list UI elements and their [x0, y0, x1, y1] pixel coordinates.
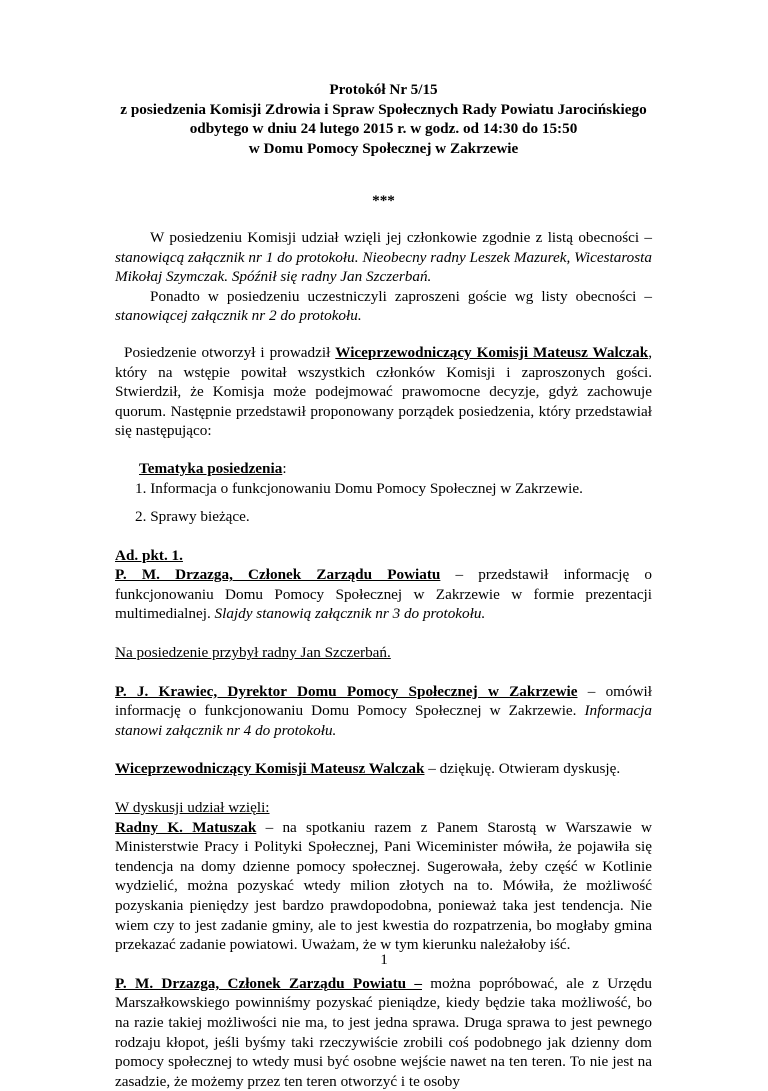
- krawiec-paragraph: [115, 682, 652, 741]
- discussion-label: W dyskusji udział wzięli:: [115, 799, 270, 817]
- krawiec-italic: Informacja stanowi załącznik nr 4 do protokołu.: [115, 702, 652, 739]
- krawiec-speaker: P. J. Krawiec, Dyrektor Domu Pomocy Społecznej w Zakrzewie: [115, 682, 578, 700]
- guests-text: Ponadto w posiedzeniu uczestniczyli zaproszeni goście wg listy obecności –: [150, 287, 652, 305]
- agenda-block: [115, 459, 652, 527]
- ad-point-1-paragraph: [115, 565, 652, 624]
- agenda-item-2: 2. Sprawy bieżące.: [135, 508, 250, 526]
- document-body: [115, 80, 652, 1091]
- drzazga-reply-paragraph: [115, 974, 652, 1091]
- agenda-heading: [135, 459, 652, 479]
- ad1-italic: Slajdy stanowią załącznik nr 3 do protokołu.: [214, 605, 486, 623]
- agenda-colon: :: [282, 459, 287, 477]
- walczak-text: – dziękuję. Otwieram dyskusję.: [424, 760, 621, 778]
- attendance-text: W posiedzeniu Komisji udział wzięli jej członkowie zgodnie z listą obecności –: [150, 228, 652, 246]
- protocol-header: [115, 80, 652, 158]
- protocol-location: w Domu Pomocy Społecznej w Zakrzewie: [248, 139, 519, 157]
- agenda-item-1: 1. Informacja o funkcjonowaniu Domu Pomocy Społecznej w Zakrzewie.: [135, 479, 583, 497]
- drzazga-reply-speaker: P. M. Drzazga, Członek Zarządu Powiatu –: [115, 974, 422, 992]
- ad1-text: – przedstawił informację o funkcjonowaniu Domu Pomocy Społecznej w Zakrzewie w formie prezentacji multimedialnej.: [115, 566, 652, 623]
- arrival-note: Na posiedzenie przybył radny Jan Szczerbań.: [115, 644, 391, 662]
- opening-pre: Posiedzenie otworzył i prowadził: [124, 343, 336, 361]
- matuszak-paragraph: [115, 818, 652, 955]
- guests-italic: stanowiącej załącznik nr 2 do protokołu.: [115, 307, 362, 325]
- ad1-speaker: P. M. Drzazga, Członek Zarządu Powiatu: [115, 566, 441, 584]
- opening-chair-name: Wiceprzewodniczący Komisji Mateusz Walczak: [335, 343, 649, 361]
- walczak-speaker: Wiceprzewodniczący Komisji Mateusz Walczak: [115, 760, 425, 778]
- opening-paragraph: [115, 343, 652, 441]
- attendance-italic: stanowiącą załącznik nr 1 do protokołu. Nieobecny radny Leszek Mazurek, Wicestarosta Mikołaj Szymczak. Spóźnił się radny Jan Szczerbań.: [115, 248, 652, 286]
- drzazga-reply-text: można popróbować, ale z Urzędu Marszałkowskiego powinniśmy pozyskać pieniądze, kiedy będzie taka możliwość, bo na razie takiej możliwości nie ma, to jest jedna sprawa. Druga sprawa to jest pewnego rodzaju kłopot, jeśli byśmy taki rzeczywiście zrobili coś podobnego jak dzienny dom pomocy społecznej to wtedy musi być osobne wejście nawet na ten teren. To nie jest na zasadzie, że możemy przez ten teren otworzyć i te osoby: [115, 974, 652, 1090]
- matuszak-speaker: Radny K. Matuszak: [115, 818, 257, 836]
- page-number: 1: [380, 951, 388, 968]
- krawiec-text: – omówił informację o funkcjonowaniu Domu Pomocy Społecznej w Zakrzewie.: [115, 682, 652, 720]
- matuszak-text: – na spotkaniu razem z Panem Starostą w Warszawie w Ministerstwie Pracy i Polityki Społecznej, Pani Wiceminister mówiła, że pojawiła się tendencja na domy dzienne pomocy społecznej. Sugerowała, żeby część w Kotlinie wydzielić, można pozyskać wtedy milion złotych na to. Mówiła, że możliwość pozyskania pieniędzy jest bardzo prawdopodobna, ponieważ taka jest tendencja. Nie wiem czy to jest zadanie gminy, ale to jest kwestia do rozpatrzenia, bo mogłaby gmina przekazać zadanie powiatowi. Uważam, że w tym kierunku należałoby iść.: [115, 818, 652, 954]
- guests-paragraph: [115, 287, 652, 326]
- attendance-paragraph: [115, 228, 652, 287]
- ad-point-1-heading: Ad. pkt. 1.: [115, 546, 183, 564]
- protocol-subtitle: z posiedzenia Komisji Zdrowia i Spraw Społecznych Rady Powiatu Jarocińskiego: [120, 100, 647, 118]
- opening-post: , który na wstępie powitał wszystkich członków Komisji i zaproszonych gości. Stwierdził, że Komisja może podejmować prawomocne decyzje, gdyż zachowuje quorum. Następnie przedstawił proponowany porządek posiedzenia, który przedstawiał się następująco:: [115, 343, 652, 440]
- protocol-title: Protokół Nr 5/15: [329, 81, 438, 98]
- agenda-list: [135, 479, 652, 527]
- protocol-date: odbytego w dniu 24 lutego 2015 r. w godz. od 14:30 do 15:50: [189, 120, 578, 138]
- section-separator: ***: [372, 192, 395, 210]
- agenda-title: Tematyka posiedzenia: [139, 459, 283, 477]
- walczak-paragraph: [115, 759, 652, 779]
